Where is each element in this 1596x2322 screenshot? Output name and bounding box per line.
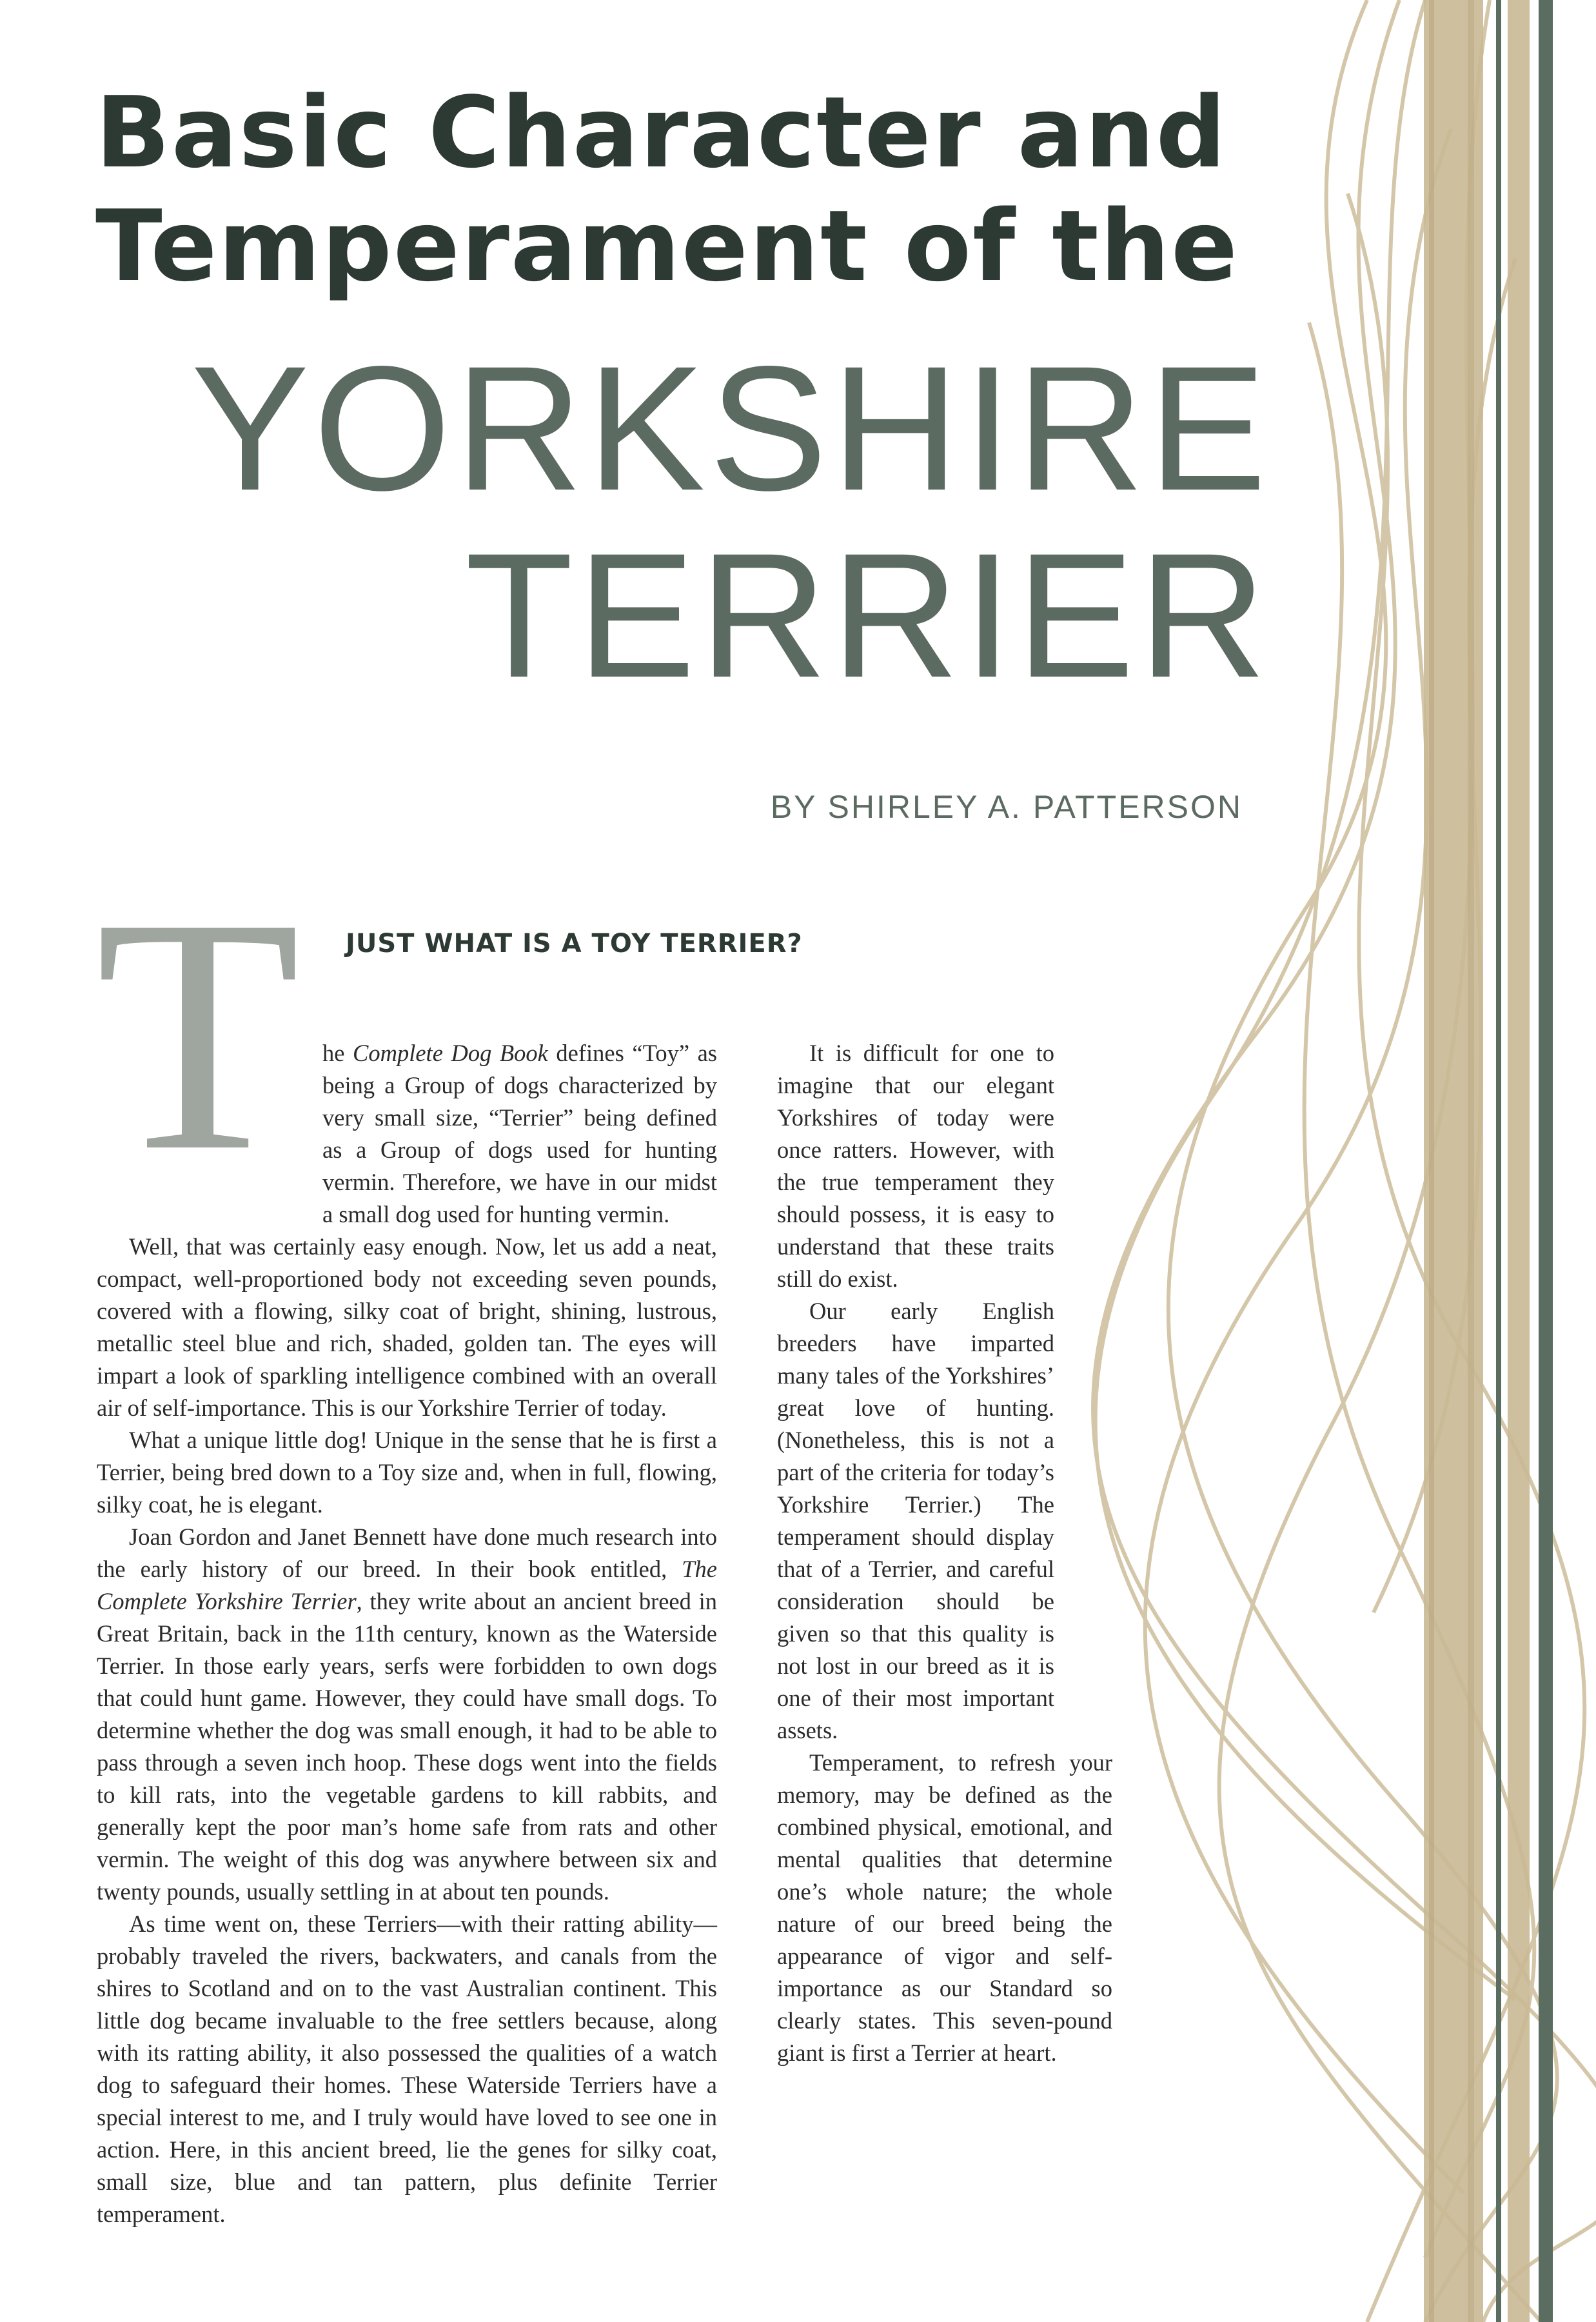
headline-line-2: Temperament of the — [95, 189, 1239, 303]
drop-cap: T — [95, 849, 300, 1220]
headline-breed-line-2: TERRIER — [464, 517, 1270, 715]
section-subhead: JUST WHAT IS A TOY TERRIER? — [346, 929, 803, 958]
paragraph-6: It is difficult for one to imagine that our elegant Yorkshires of today were once ratters. However, with the true temperament they should possess, it is easy to understand that these traits still do exist. — [777, 1040, 1054, 1292]
paragraph-5: As time went on, these Terriers—with their ratting ability—probably traveled the rivers, backwaters, and canals from the shires to Scotland and on to the vast Australian continent. This little dog became invaluable to the free settlers because, along with its ratting ability, it also possessed the qualities of a watch dog to safeguard their homes. These Waterside Terriers have a special interest to me, and I truly would have loved to see one in action. Here, in this ancient breed, lie the genes for silky coat, small size, blue and tan pattern, plus definite Terrier temperament. — [97, 1910, 717, 2227]
headline-line-1: Basic Character and — [95, 75, 1228, 190]
headline-breed-line-1: YORKSHIRE — [191, 330, 1270, 528]
paragraph-2: Well, that was certainly easy enough. Now, let us add a neat, compact, well-proportioned body not exceeding seven pounds, covered with a flowing, silky coat of bright, shining, lustrous, metallic steel blue and rich, shaded, golden tan. The eyes will impart a look of sparkling intelligence combined with an overall air of self-importance. This is our Yorkshire Terrier of today. — [97, 1233, 717, 1421]
book-title: Complete Dog Book — [353, 1040, 548, 1066]
paragraph-1: he Complete Dog Book defines “Toy” as being a Group of dogs characterized by very small size, “Terrier” being defined as a Group of dogs used for hunting vermin. Therefore, we have in our midst a small dog used for hunting vermin. — [322, 1040, 717, 1227]
paragraph-4: Joan Gordon and Janet Bennett have done much research into the early history of our breed. In their book entitled, The Complete Yorkshire Terrier, they write about an ancient breed in Great Britain, back in the 11th century, known as the Waterside Terrier. In those early years, serfs were forbidden to own dogs that could hunt game. However, they could have small dogs. To determine whether the dog was small enough, it had to be able to pass through a seven inch hoop. These dogs went into the fields to kill rats, into the vegetable gardens to kill rabbits, and generally kept the poor man’s home safe from rats and other vermin. The weight of this dog was anywhere between six and twenty pounds, usually settling in at about ten pounds. — [97, 1523, 717, 1905]
article-column-1 — [97, 1037, 717, 2230]
article-column-2 — [777, 1037, 1112, 2069]
paragraph-3: What a unique little dog! Unique in the sense that he is first a Terrier, being bred down to a Toy size and, when in full, flowing, silky coat, he is elegant. — [97, 1427, 717, 1518]
book-title: The Complete Yorkshire Terrier — [97, 1556, 717, 1614]
headline-breed — [191, 330, 1270, 715]
headline — [95, 76, 1239, 303]
byline: BY SHIRLEY A. PATTERSON — [770, 789, 1243, 825]
paragraph-7: Our early English breeders have imparted many tales of the Yorkshires’ great love of hunting. (Nonetheless, this is not a part of the criteria for today’s Yorkshire Terrier.) The temperament should display that of a Terrier, and careful consideration should be given so that this quality is not lost in our breed as it is one of their most important assets. — [777, 1298, 1054, 1743]
paragraph-8: Temperament, to refresh your memory, may be defined as the combined physical, emotional, and mental qualities that determine one’s whole nature; the whole nature of our breed being the appearance of vigor and self-importance as our Standard so clearly states. This seven-pound giant is first a Terrier at heart. — [777, 1749, 1112, 2066]
